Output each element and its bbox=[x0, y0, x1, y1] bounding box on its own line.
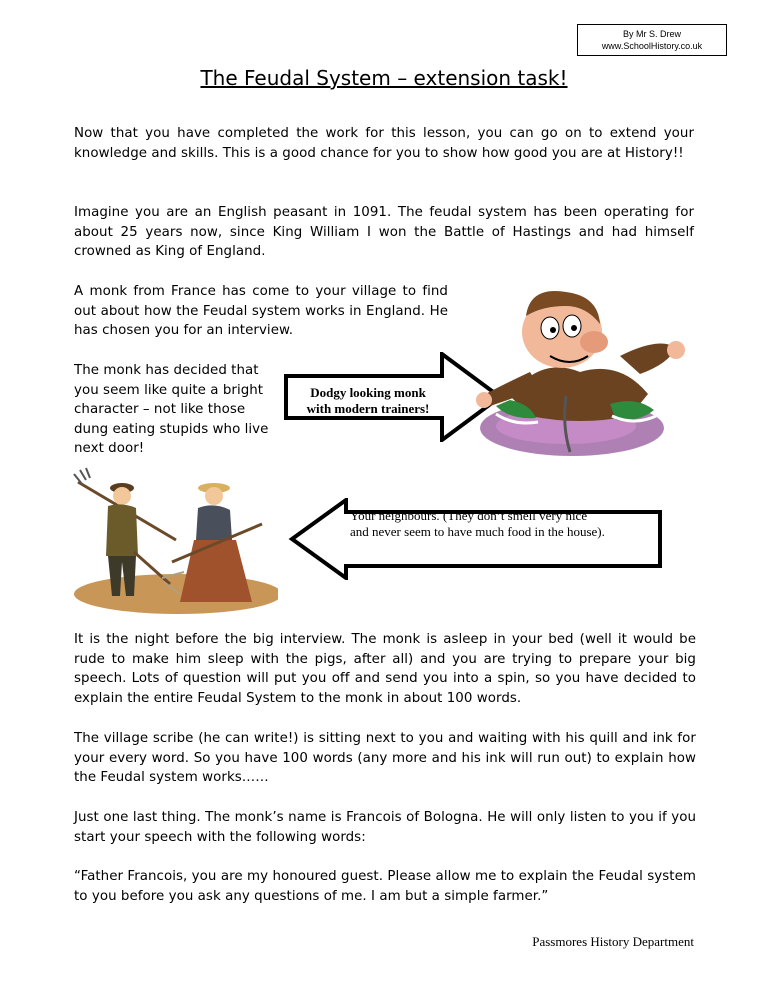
monk-name-paragraph: Just one last thing. The monk’s name is Francois of Bologna. He will only listen to you if you start your speech with the following words: bbox=[74, 810, 696, 845]
monk-paragraph: A monk from France has come to your village to find out about how the Feudal system works in England. He has chosen you for an interview. bbox=[74, 284, 448, 338]
neighbours-callout-line1: Your neighbours. (They don’t smell very nice bbox=[350, 508, 588, 523]
bright-character-paragraph: The monk has decided that you seem like quite a bright character – not like those dung eating stupids who live next door! bbox=[74, 363, 269, 456]
monk-illustration bbox=[470, 276, 692, 472]
monk-callout-line2: with modern trainers! bbox=[306, 401, 430, 416]
peasants-illustration bbox=[72, 466, 278, 616]
neighbours-callout-arrow bbox=[288, 498, 664, 580]
footer-department: Passmores History Department bbox=[532, 934, 694, 949]
author-credit-box bbox=[577, 24, 727, 56]
author-website: www.SchoolHistory.co.uk bbox=[601, 41, 703, 51]
scenario-paragraph: Imagine you are an English peasant in 1091. The feudal system has been operating for about 25 years now, since King William I won the Battle of Hastings and had himself crowned as King of England. bbox=[74, 205, 694, 259]
author-name: By Mr S. Drew bbox=[622, 29, 681, 39]
monk-callout-line1: Dodgy looking monk bbox=[310, 385, 426, 400]
page-title: The Feudal System – extension task! bbox=[200, 66, 568, 90]
speech-opening-quote: “Father Francois, you are my honoured guest. Please allow me to explain the Feudal system to you before you ask any questions of me. I am but a simple farmer.” bbox=[74, 869, 696, 904]
night-before-paragraph: It is the night before the big interview. The monk is asleep in your bed (well it would be rude to make him sleep with the pigs, after all) and you are trying to prepare your big speech. Lots of question will put you off and send you into a spin, so you have decided to explain the entire Feudal System to the monk in about 100 words. bbox=[74, 632, 696, 706]
neighbours-callout-line2: and never seem to have much food in the house). bbox=[350, 524, 605, 539]
scribe-paragraph: The village scribe (he can write!) is sitting next to you and waiting with his quill and ink for your every word. So you have 100 words (any more and his ink will run out) to explain how the Feudal system works…… bbox=[74, 731, 696, 785]
intro-paragraph: Now that you have completed the work for this lesson, you can go on to extend your knowledge and skills. This is a good chance for you to show how good you are at History!! bbox=[74, 126, 694, 161]
